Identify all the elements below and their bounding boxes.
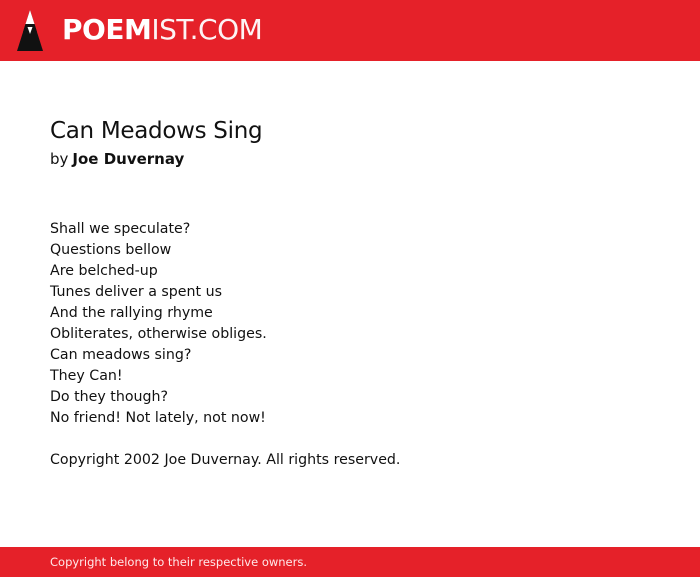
- pencil-icon[interactable]: [17, 10, 43, 51]
- poem-line: No friend! Not lately, not now!: [50, 410, 266, 426]
- poem-line: Tunes deliver a spent us: [50, 284, 222, 300]
- author-link[interactable]: Joe Duvernay: [72, 150, 185, 168]
- by-label: by: [50, 150, 69, 168]
- site-logo[interactable]: [62, 13, 262, 47]
- poem-line: Obliterates, otherwise obliges.: [50, 326, 267, 342]
- logo-bold-text: POEM: [62, 13, 152, 46]
- poem-body: [50, 219, 650, 429]
- poem-line: They Can!: [50, 368, 123, 384]
- poem-line: Questions bellow: [50, 242, 172, 258]
- byline: [50, 148, 650, 170]
- poem-content: [50, 115, 650, 471]
- site-footer: [0, 547, 700, 577]
- poem-line: Shall we speculate?: [50, 221, 191, 237]
- poem-line: Are belched-up: [50, 263, 158, 279]
- site-header: [0, 0, 700, 61]
- logo-light-text: IST.COM: [151, 13, 263, 46]
- poem-copyright: Copyright 2002 Joe Duvernay. All rights reserved.: [50, 452, 401, 468]
- poem-line: Can meadows sing?: [50, 347, 192, 363]
- poem-line: And the rallying rhyme: [50, 305, 213, 321]
- poem-line: Do they though?: [50, 389, 169, 405]
- footer-copyright: Copyright belong to their respective owners.: [50, 555, 308, 569]
- poem-title: Can Meadows Sing: [50, 118, 263, 144]
